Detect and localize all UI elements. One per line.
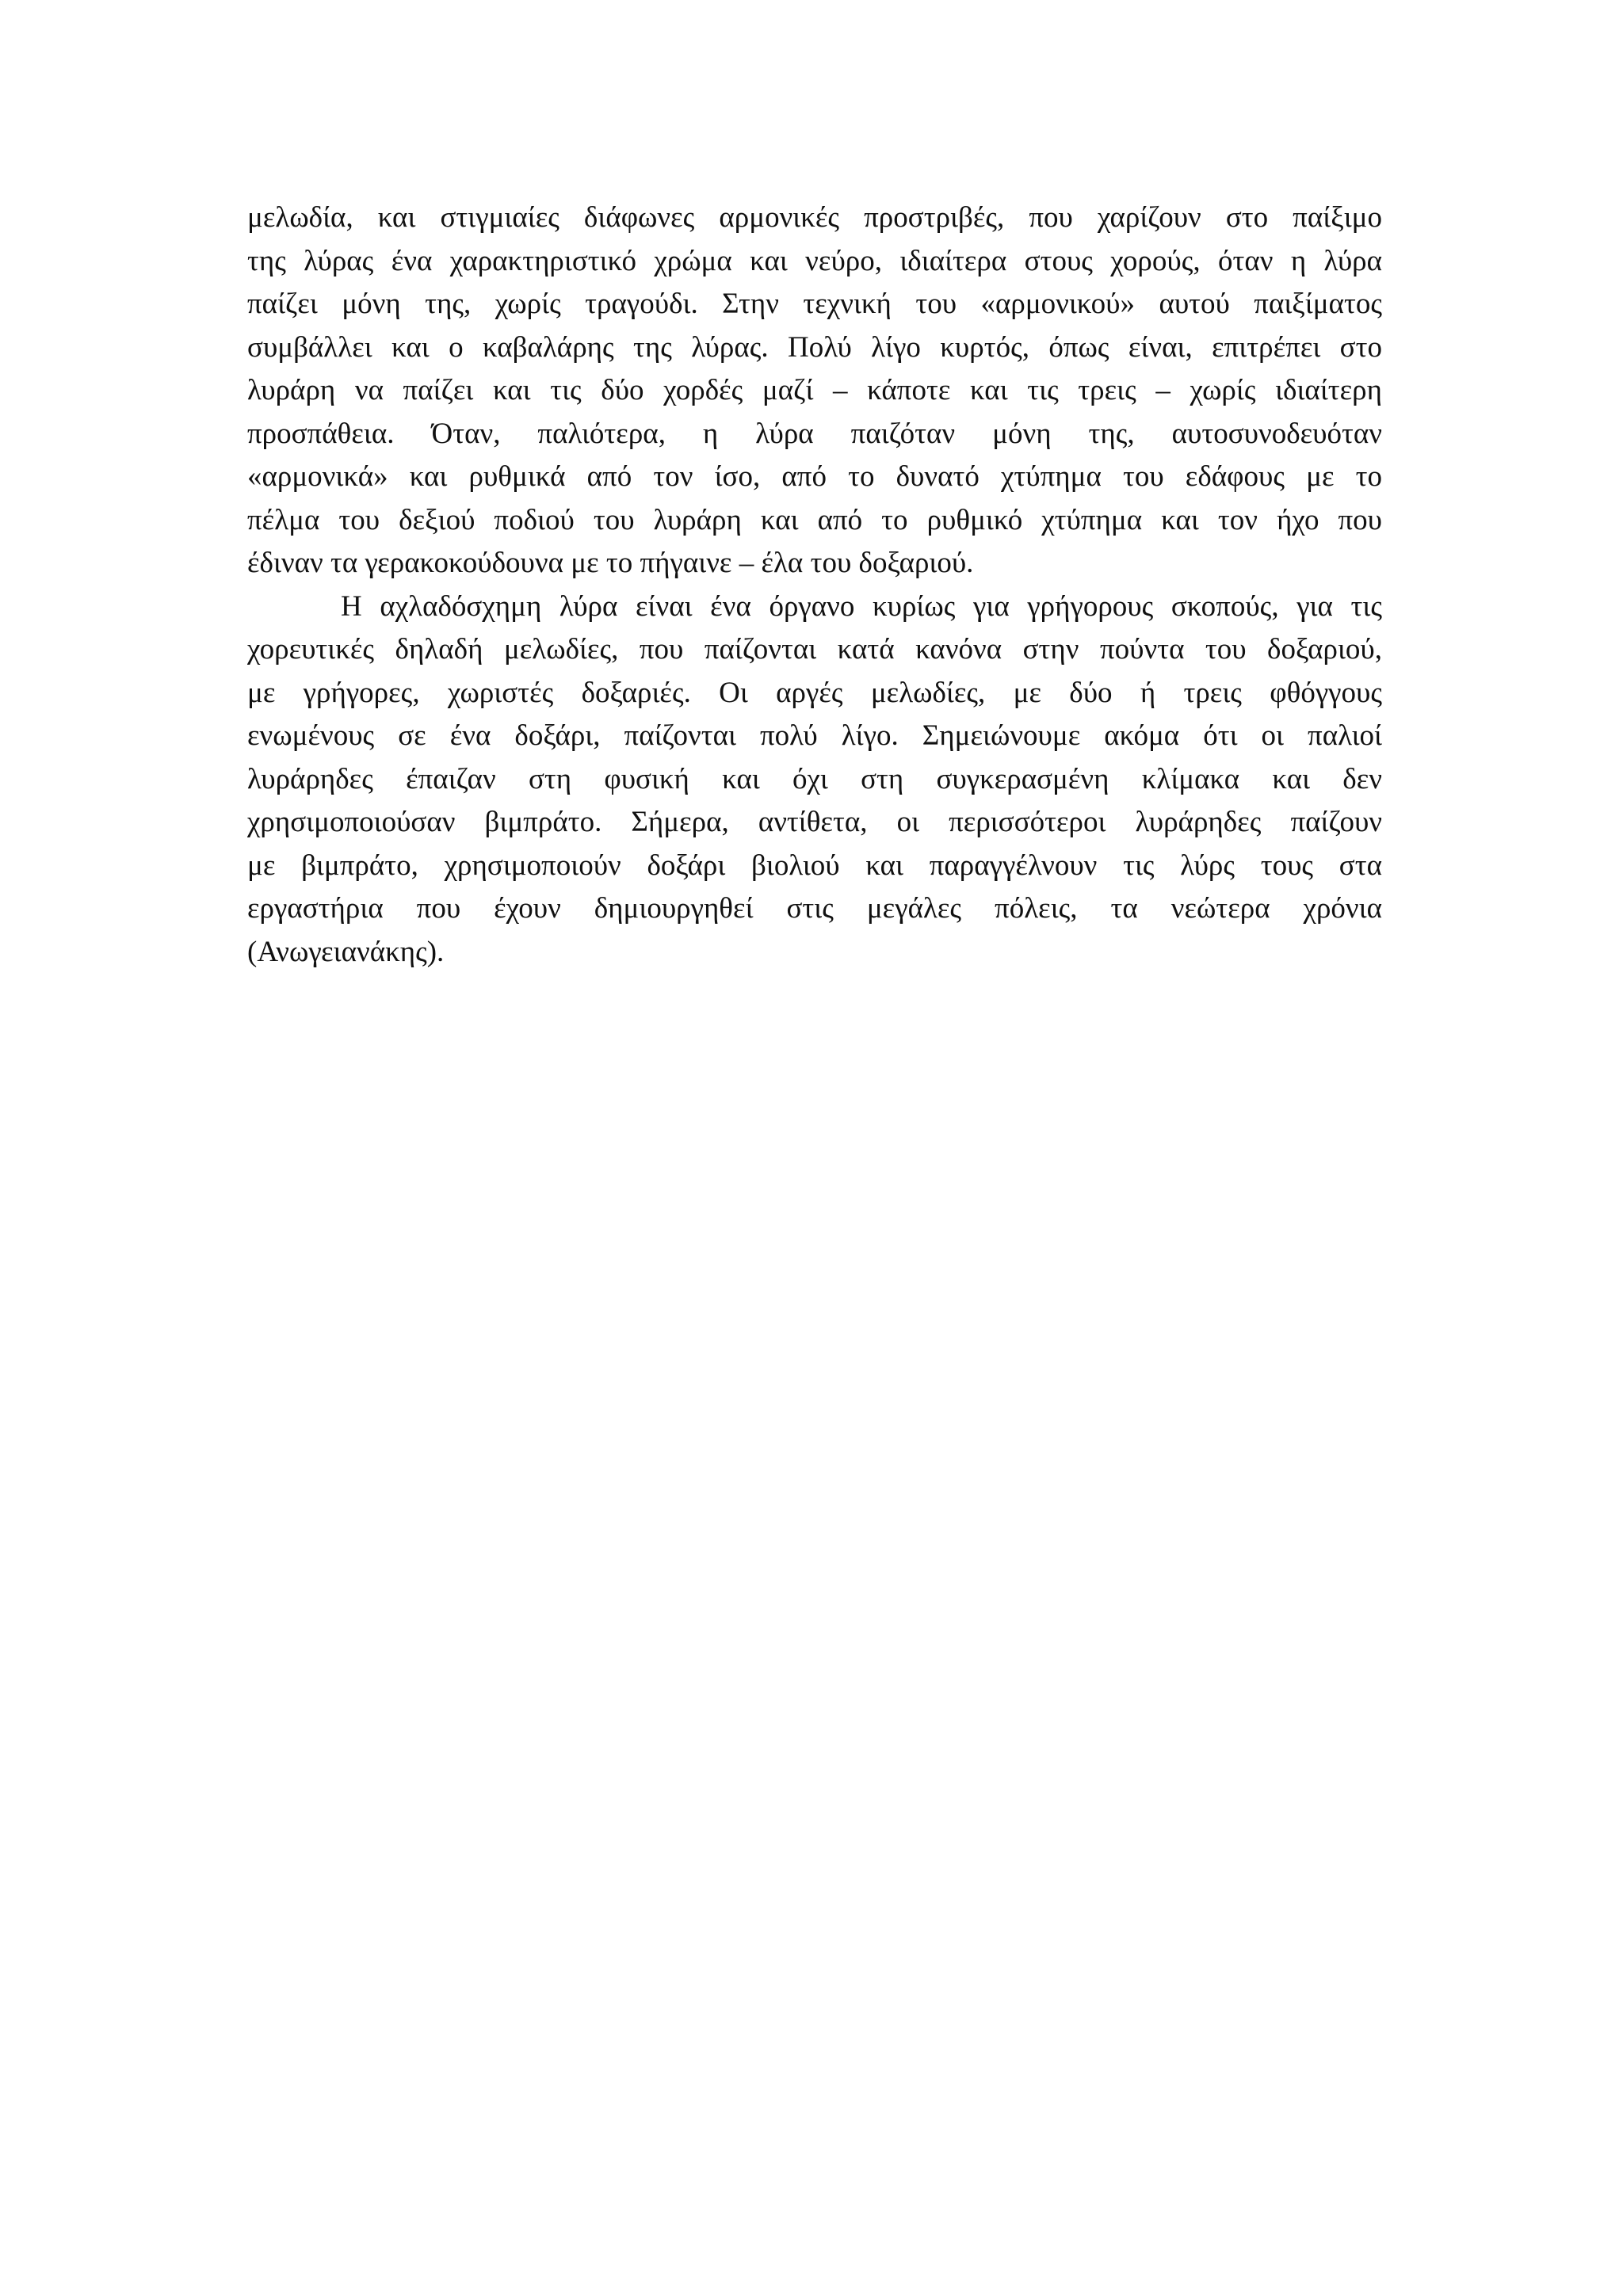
text-line: λυράρη να παίζει και τις δύο χορδές μαζί – κάποτε και τις τρεις – χωρίς ιδιαίτερη (247, 374, 1382, 406)
text-line: ενωμένους σε ένα δοξάρι, παίζονται πολύ λίγο. Σημειώνουμε ακόμα ότι οι παλιοί (247, 719, 1382, 752)
paragraph-2 (247, 585, 1382, 974)
text-line: «αρμονικά» και ρυθμικά από τον ίσο, από το δυνατό χτύπημα του εδάφους με το (247, 460, 1382, 493)
text-line: έδιναν τα γερακοκούδουνα με το πήγαινε – έλα του δοξαριού. (247, 547, 974, 579)
text-line: με βιμπράτο, χρησιμοποιούν δοξάρι βιολιού και παραγγέλνουν τις λύρς τους στα (247, 849, 1382, 882)
paragraph-1 (247, 196, 1382, 585)
text-line: παίζει μόνη της, χωρίς τραγούδι. Στην τεχνική του «αρμονικού» αυτού παιξίματος (247, 288, 1382, 320)
text-line: συμβάλλει και ο καβαλάρης της λύρας. Πολύ λίγο κυρτός, όπως είναι, επιτρέπει στο (247, 330, 1382, 364)
text-line: εργαστήρια που έχουν δημιουργηθεί στις μεγάλες πόλεις, τα νεώτερα χρόνια (247, 892, 1382, 925)
text-line: πέλμα του δεξιού ποδιού του λυράρη και από το ρυθμικό χτύπημα και τον ήχο που (247, 503, 1382, 536)
text-line: προσπάθεια. Όταν, παλιότερα, η λύρα παιζόταν μόνη της, αυτοσυνοδευόταν (247, 417, 1382, 450)
text-line: Η αχλαδόσχημη λύρα είναι ένα όργανο κυρίως για γρήγορους σκοπούς, για τις (341, 589, 1382, 623)
text-line: (Ανωγειανάκης). (247, 935, 445, 968)
text-line: χορευτικές δηλαδή μελωδίες, που παίζονται κατά κανόνα στην πούντα του δοξαριού, (247, 633, 1382, 666)
body-text (247, 196, 1382, 974)
text-line: με γρήγορες, χωριστές δοξαριές. Οι αργές μελωδίες, με δύο ή τρεις φθόγγους (247, 676, 1382, 709)
text-line: μελωδία, και στιγμιαίες διάφωνες αρμονικές προστριβές, που χαρίζουν στο παίξιμο (247, 201, 1382, 234)
text-line: της λύρας ένα χαρακτηριστικό χρώμα και νεύρο, ιδιαίτερα στους χορούς, όταν η λύρα (247, 244, 1382, 277)
text-line: λυράρηδες έπαιζαν στη φυσική και όχι στη συγκερασμένη κλίμακα και δεν (247, 762, 1382, 795)
text-line: χρησιμοποιούσαν βιμπράτο. Σήμερα, αντίθετα, οι περισσότεροι λυράρηδες παίζουν (247, 806, 1382, 838)
